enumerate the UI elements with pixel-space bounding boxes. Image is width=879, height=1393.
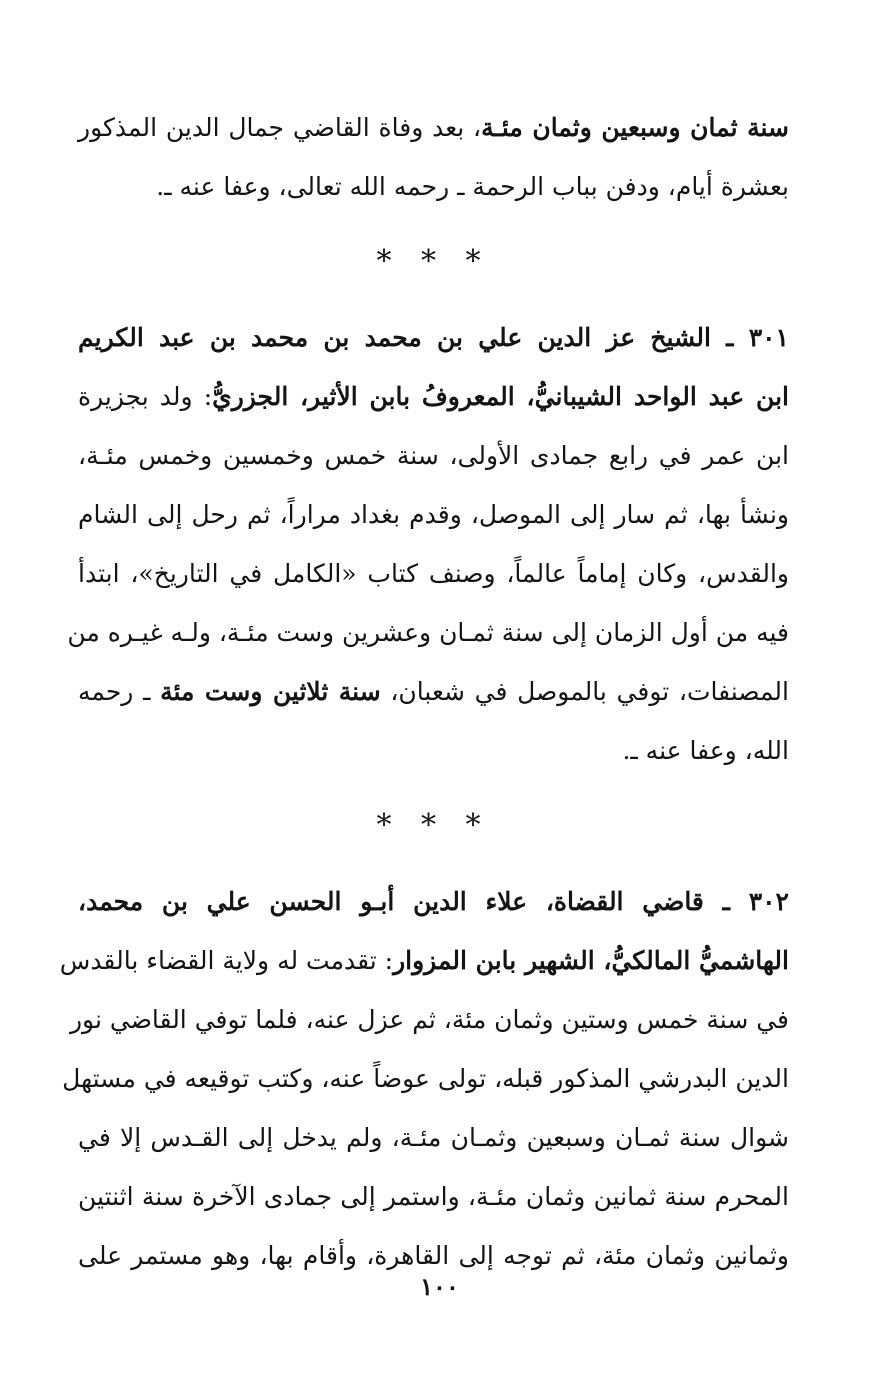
page-body [59, 98, 789, 1285]
text-line: المحرم سنة ثمانين وثمان مئـة، واستمر إلى جمادى الآخرة سنة اثنتين [78, 1182, 789, 1211]
entry-301 [67, 308, 789, 780]
text-run: : ولد بجزيرة [78, 382, 213, 411]
text-line: فيه من أول الزمان إلى سنة ثمـان وعشرين وست مئـة، ولـه غيـره من [67, 618, 789, 647]
entry-heading-line [78, 308, 789, 367]
entry-title: ٣٠٢ ـ قاضي القضاة، علاء الدين أبـو الحسن علي بن محمد، [78, 887, 789, 916]
page-number: ١٠٠ [420, 1272, 459, 1301]
bold-date: سنة ثلاثين وست مئة [160, 677, 381, 706]
entry-heading-line [78, 872, 789, 931]
text-line: ونشأ بها، ثم سار إلى الموصل، وقدم بغداد مراراً، ثم رحل إلى الشام [78, 500, 789, 529]
text-line [78, 98, 789, 157]
bold-date: سنة ثمان وسبعين وثمان مئـة [481, 113, 789, 142]
entry-title: ٣٠١ ـ الشيخ عز الدين علي بن محمد بن محمد بن عبد الكريم [78, 323, 789, 352]
text-line [78, 367, 789, 426]
entry-title-continued: ابن عبد الواحد الشيبانيُّ، المعروفُ بابن الأثير، الجزريُّ [212, 382, 789, 411]
section-separator: * * * [376, 244, 491, 279]
text-line: بعشرة أيام، ودفن بباب الرحمة ـ رحمه الله تعالى، وعفا عنه ـ. [156, 172, 789, 201]
section-separator: * * * [376, 808, 491, 843]
text-line [59, 931, 789, 990]
text-line: الله، وعفا عنه ـ. [622, 736, 789, 765]
text-run: المصنفات، توفي بالموصل في شعبان، [380, 677, 789, 706]
entry-302 [59, 872, 789, 1285]
text-line: شوال سنة ثمـان وسبعين وثمـان مئـة، ولم يدخل إلى القـدس إلا في [78, 1123, 789, 1152]
entry-title-continued: الهاشميُّ المالكيُّ، الشهير بابن المزوار [393, 946, 789, 975]
text-line: والقدس، وكان إماماً عالماً، وصنف كتاب «الكامل في التاريخ»، ابتدأ [78, 559, 789, 588]
text-line [78, 662, 789, 721]
text-run: ، بعد وفاة القاضي جمال الدين المذكور [78, 113, 482, 142]
text-line: ابن عمر في رابع جمادى الأولى، سنة خمس وخمسين وخمس مئـة، [78, 441, 789, 470]
text-run: : تقدمت له ولاية القضاء بالقدس [59, 946, 394, 975]
text-line: في سنة خمس وستين وثمان مئة، ثم عزل عنه، فلما توفي القاضي نور [69, 1005, 789, 1034]
text-run: ـ رحمه [78, 677, 161, 706]
intro-paragraph [78, 98, 789, 216]
text-line: وثمانين وثمان مئة، ثم توجه إلى القاهرة، وأقام بها، وهو مستمر على [78, 1241, 789, 1270]
text-line: الدين البدرشي المذكور قبله، تولى عوضاً عنه، وكتب توقيعه في مستهل [62, 1064, 789, 1093]
